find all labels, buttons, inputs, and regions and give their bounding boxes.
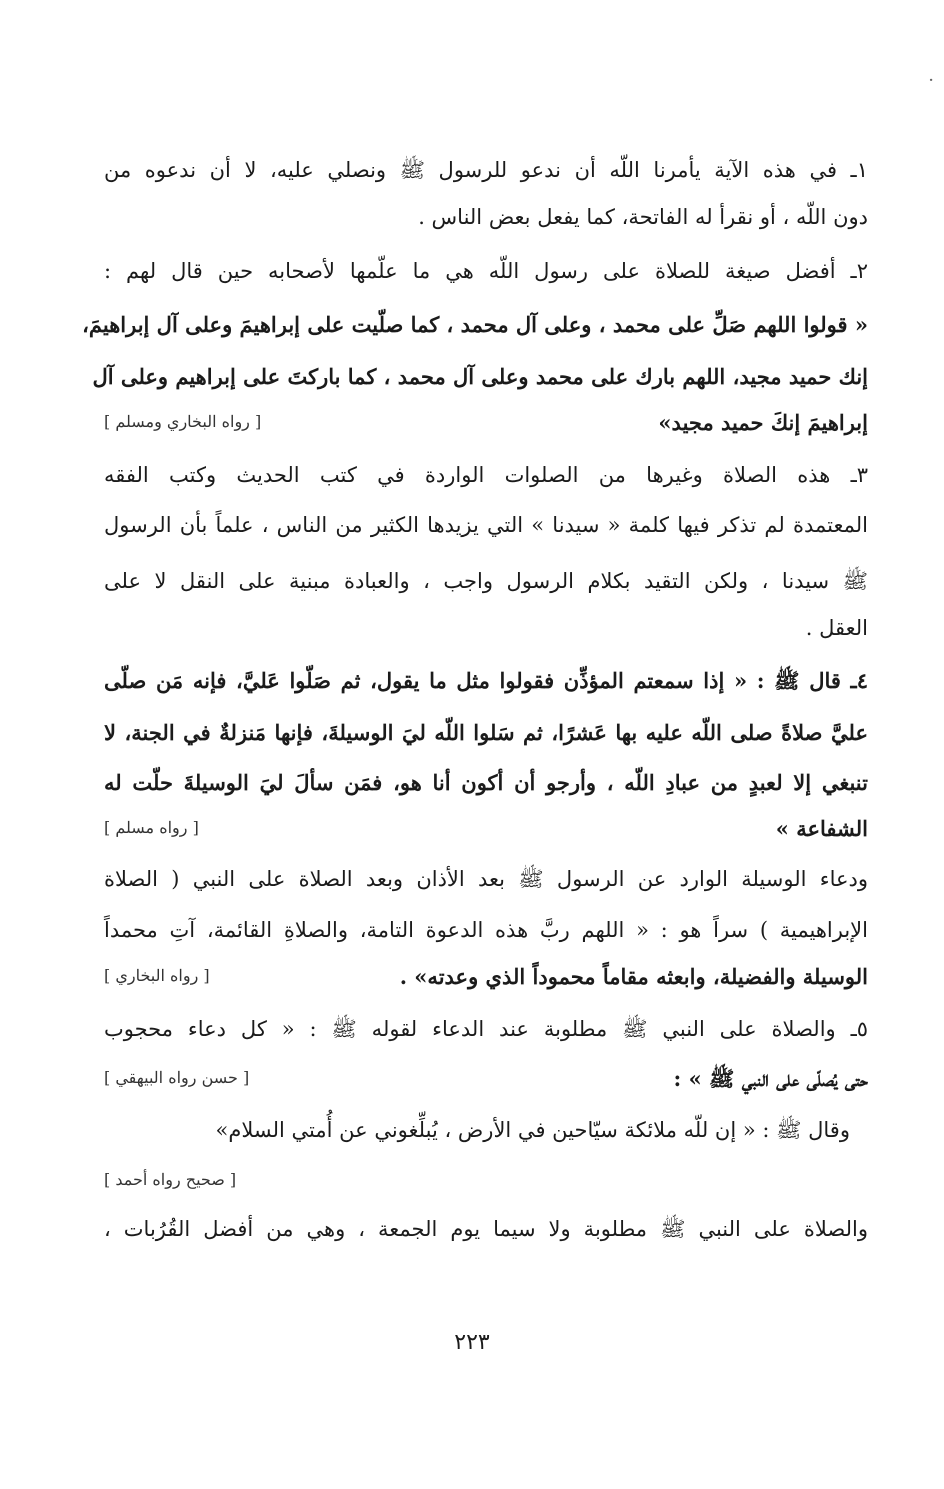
text-line-1: ١ـ في هذه الآية يأمرنا اللّه أن ندعو للرسول ﷺ ونصلي عليه، لا أن ندعوه من	[104, 158, 868, 182]
text-line-7: ٣ـ هذه الصلاة وغيرها من الصلوات الواردة في كتب الحديث وكتب الفقه	[104, 463, 868, 487]
reference-bayhaqi: [ حسن رواه البيهقي ]	[104, 1068, 250, 1087]
text-line-8: المعتمدة لم تذكر فيها كلمة « سيدنا » التي يزيدها الكثير من الناس ، علماً بأن الرسول	[104, 513, 868, 537]
text-line-6: إبراهيمَ إنكَ حميد مجيد»	[658, 410, 868, 435]
text-line-20: وقال ﷺ : « إن للّه ملائكة سيّاحين في الأرض ، يُبلِّغوني عن أُمتي السلام»	[215, 1118, 850, 1142]
text-line-12: عليَّ صلاةً صلى اللّه عليه بها عَشرًا، ثم سَلوا اللّه ليَ الوسيلةَ، فإنها مَنزلةٌ في الجنة، لا	[104, 720, 868, 745]
text-line-10: العقل .	[805, 616, 868, 640]
text-line-18: ٥ـ والصلاة على النبي ﷺ مطلوبة عند الدعاء لقوله ﷺ : « كل دعاء محجوب	[104, 1017, 868, 1041]
reference-bukhari: [ رواه البخاري ]	[104, 966, 210, 985]
text-line-14: الشفاعة »	[775, 816, 868, 841]
corner-mark: ·	[928, 70, 934, 91]
text-line-4: « قولوا اللهم صَلِّ على محمد ، وعلى آل محمد ، كما صلّيت على إبراهيمَ وعلى آل إبراهيمَ،	[82, 312, 868, 337]
page-number: ٢٢٣	[454, 1330, 490, 1355]
text-line-11: ٤ـ قال ﷺ : « إذا سمعتم المؤذِّن فقولوا مثل ما يقول، ثم صَلّوا عَليَّ، فإنه مَن صلّى	[104, 668, 868, 693]
text-line-9: ﷺ سيدنا ، ولكن التقيد بكلام الرسول واجب ، والعبادة مبنية على النقل لا على	[104, 569, 868, 593]
text-line-2: دون اللّه ، أو نقرأ له الفاتحة، كما يفعل بعض الناس .	[418, 205, 868, 229]
reference-muslim: [ رواه مسلم ]	[104, 818, 199, 837]
text-line-13: تنبغي إلا لعبدٍ من عبادِ اللّه ، وأرجو أن أكون أنا هو، فمَن سألَ ليَ الوسيلةَ حلّت له	[104, 770, 868, 795]
text-line-3: ٢ـ أفضل صيغة للصلاة على رسول اللّه هي ما علّمها لأصحابه حين قال لهم :	[104, 259, 868, 283]
text-line-17: الوسيلة والفضيلة، وابعثه مقاماً محموداً الذي وعدته» .	[399, 964, 868, 989]
reference-ahmad: [ صحيح رواه أحمد ]	[104, 1170, 237, 1189]
text-line-5: إنك حميد مجيد، اللهم بارك على محمد وعلى آل محمد ، كما باركتَ على إبراهيم وعلى آل	[92, 364, 868, 389]
text-line-15: ودعاء الوسيلة الوارد عن الرسول ﷺ بعد الأذان وبعد الصلاة على النبي ( الصلاة	[104, 867, 868, 891]
text-line-16: الإبراهيمية ) سراً هو : « اللهم ربَّ هذه الدعوة التامة، والصلاةِ القائمة، آتِ محمداً	[104, 918, 868, 942]
text-line-21: والصلاة على النبي ﷺ مطلوبة ولا سيما يوم الجمعة ، وهي من أفضل القُرُبات ،	[104, 1217, 868, 1241]
reference-bukhari-muslim: [ رواه البخاري ومسلم ]	[104, 412, 262, 431]
text-line-19: حتى يُصلّى على النبي ﷺ » :	[673, 1066, 868, 1091]
